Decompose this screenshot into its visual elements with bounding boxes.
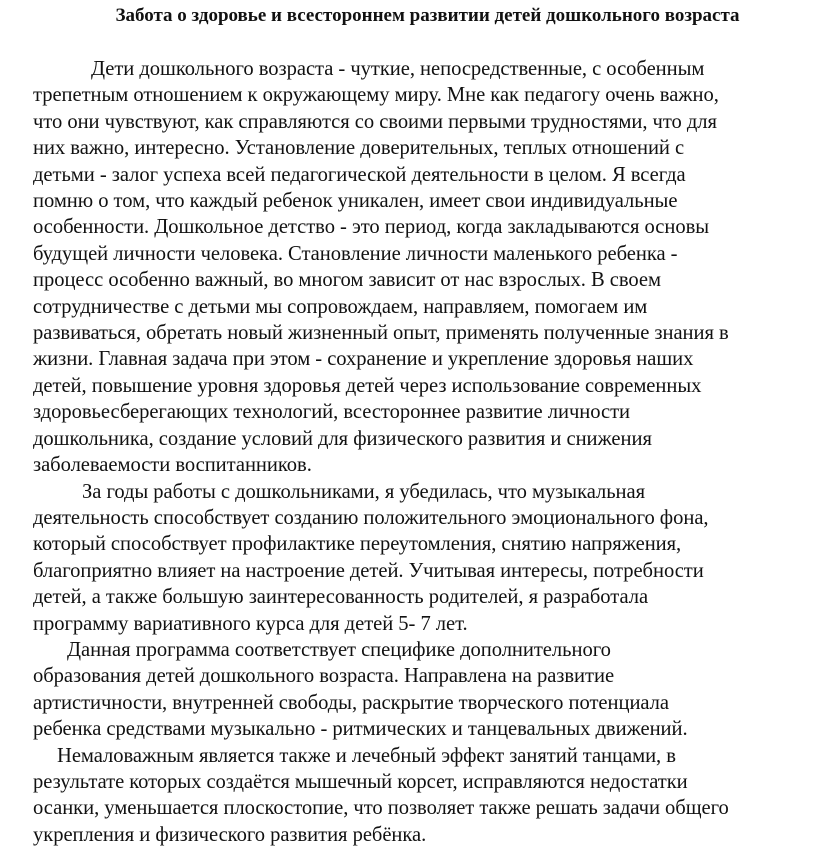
document-title: Забота о здоровье и всестороннем развитии детей дошкольного возраста — [115, 5, 740, 26]
paragraph-line: будущей личности человека. Становление личности маленького ребенка - — [33, 242, 678, 265]
paragraph-line: образования детей дошкольного возраста. Направлена на развитие — [33, 665, 615, 688]
paragraph-line: деятельность способствует созданию положительного эмоционального фона, — [33, 506, 709, 529]
paragraph-line: детей, а также большую заинтересованность родителей, я разработала — [33, 586, 649, 609]
paragraph-line: дошкольника, создание условий для физического развития и снижения — [33, 427, 652, 450]
paragraph-line: Немаловажным является также и лечебный эффект занятий танцами, в — [57, 744, 676, 767]
paragraph-line: программу вариативного курса для детей 5- 7 лет. — [33, 612, 468, 635]
paragraph-line: сотрудничестве с детьми мы сопровождаем, направляем, помогаем им — [33, 295, 648, 318]
paragraph-line: особенности. Дошкольное детство - это период, когда закладываются основы — [33, 216, 710, 239]
paragraph-line: развиваться, обретать новый жизненный опыт, применять полученные знания в — [33, 322, 729, 345]
paragraph-2 — [33, 479, 810, 637]
paragraph-line: артистичности, внутренней свободы, раскрытие творческого потенциала — [33, 691, 670, 714]
paragraph-line: благоприятно влияет на настроение детей. Учитывая интересы, потребности — [33, 559, 704, 582]
paragraph-line: укрепления и физического развития ребёнка. — [33, 823, 427, 846]
paragraph-line: них важно, интересно. Установление доверительных, теплых отношений с — [33, 137, 685, 160]
paragraph-line: трепетным отношением к окружающему миру. Мне как педагогу очень важно, — [33, 84, 719, 107]
document-body — [33, 56, 810, 848]
paragraph-line: процесс особенно важный, во многом зависит от нас взрослых. В своем — [33, 269, 661, 292]
paragraph-line: Данная программа соответствует специфике дополнительного — [67, 638, 611, 661]
paragraph-line: Дети дошкольного возраста - чуткие, непосредственные, с особенным — [91, 58, 705, 80]
paragraph-line: За годы работы с дошкольниками, я убедилась, что музыкальная — [82, 480, 646, 503]
paragraph-line: заболеваемости воспитанников. — [33, 454, 312, 477]
paragraph-4 — [33, 743, 810, 849]
paragraph-line: детей, повышение уровня здоровья детей через использование современных — [33, 374, 702, 397]
paragraph-line: ребенка средствами музыкально - ритмических и танцевальных движений. — [33, 718, 688, 741]
paragraph-line: помню о том, что каждый ребенок уникален, имеет свои индивидуальные — [33, 190, 678, 213]
paragraph-1 — [33, 56, 810, 479]
paragraph-line: жизни. Главная задача при этом - сохранение и укрепление здоровья наших — [33, 348, 694, 371]
paragraph-line: результате которых создаётся мышечный корсет, исправляются недостатки — [33, 770, 688, 793]
paragraph-line: детьми - залог успеха всей педагогической деятельности в целом. Я всегда — [33, 163, 686, 186]
paragraph-line: осанки, уменьшается плоскостопие, что позволяет также решать задачи общего — [33, 797, 729, 820]
paragraph-line: здоровьесберегающих технологий, всестороннее развитие личности — [33, 401, 630, 424]
paragraph-line: что они чувствуют, как справляются со своими первыми трудностями, что для — [33, 110, 717, 133]
paragraph-3 — [33, 637, 810, 743]
paragraph-line: который способствует профилактике переутомления, снятию напряжения, — [33, 533, 682, 556]
